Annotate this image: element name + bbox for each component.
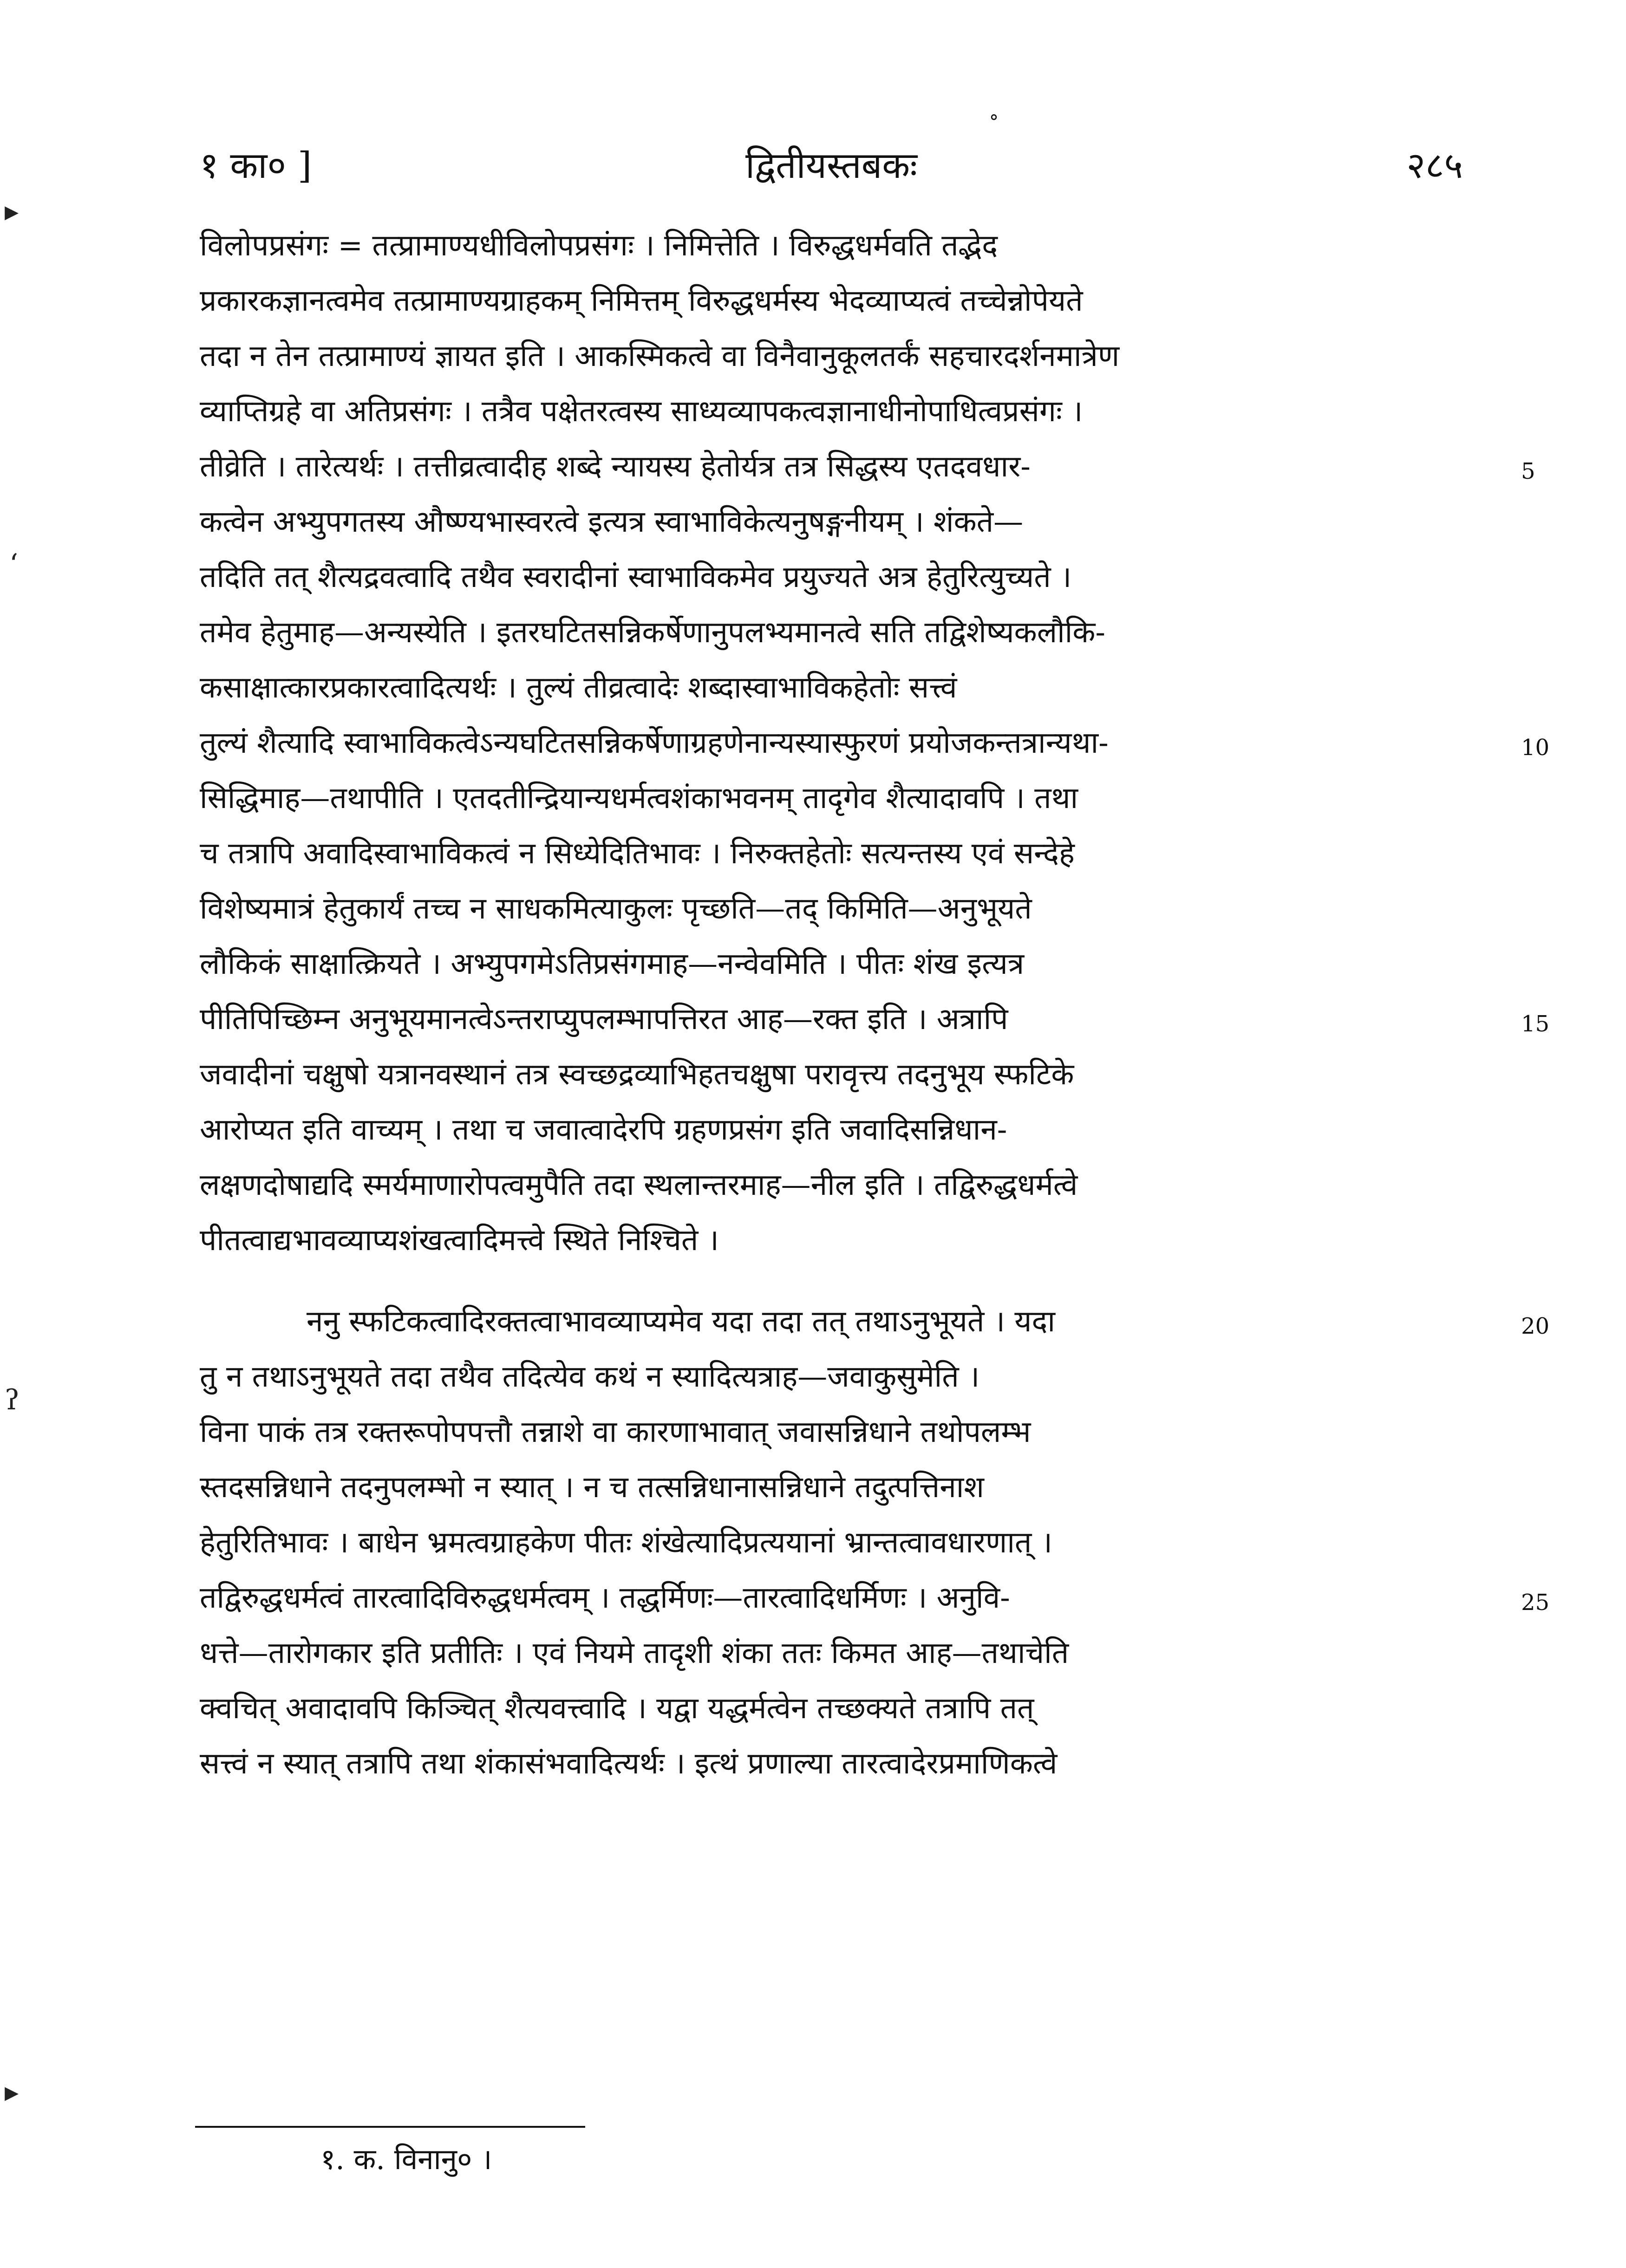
line-number: 25 [1521, 1590, 1550, 1616]
line-text: आरोप्यत इति वाच्यम् । तथा च जवात्वादेरपि ग्रहणप्रसंग इति जवादिसन्निधान- [200, 1113, 1007, 1147]
line-text: विशेष्यमात्रं हेतुकार्यं तच्च न साधकमित्याकुलः पृच्छति—तद् किमिति—अनुभूयते [200, 892, 1032, 926]
margin-mark: ʔ [5, 1384, 20, 1416]
text-line [200, 1460, 1500, 1515]
text-line [200, 550, 1500, 605]
text-line [200, 1571, 1550, 1626]
line-number: 15 [1521, 1011, 1550, 1037]
line-text: क्वचित् अवादावपि किञ्चित् शैत्यवत्त्वादि । यद्वा यद्धर्मत्वेन तच्छक्यते तत्रापि तत् [200, 1691, 1034, 1726]
text-line [200, 1047, 1500, 1102]
text-line [200, 384, 1500, 439]
text-line [200, 937, 1500, 992]
line-text: जवादीनां चक्षुषो यत्रानवस्थानं तत्र स्वच्छद्रव्याभिहतचक्षुषा परावृत्त्य तदनुभूय स्फटिके [200, 1057, 1074, 1092]
text-line [200, 495, 1500, 550]
line-text: व्याप्तिग्रहे वा अतिप्रसंगः । तत्रैव पक्षेतरत्वस्य साध्यव्यापकत्वज्ञानाधीनोपाधित्वप्रसंगः । [200, 394, 1083, 429]
page-number: २८५ [1406, 145, 1463, 187]
margin-mark: ▸ [5, 195, 19, 228]
text-line [200, 1681, 1500, 1736]
text-line [200, 1102, 1500, 1158]
line-number: 10 [1521, 735, 1550, 761]
margin-mark: ʻ [9, 548, 19, 580]
text-line [200, 439, 1535, 495]
line-text: हेतुरितिभावः । बाधेन भ्रमत्वग्राहकेण पीतः शंखेत्यादिप्रत्ययानां भ्रान्तत्वावधारणात् । [200, 1525, 1052, 1560]
margin-mark: ▸ [5, 2076, 19, 2108]
line-text: तद्विरुद्धधर्मत्वं तारत्वादिविरुद्धधर्मत्वम् । तद्धर्मिणः—तारत्वादिधर्मिणः । अनुवि- [200, 1581, 1010, 1615]
text-line [200, 660, 1500, 716]
text-line [200, 716, 1550, 771]
line-text: च तत्रापि अवादिस्वाभाविकत्वं न सिध्येदितिभावः । निरुक्तहेतोः सत्यन्तस्य एवं सन्देहे [200, 836, 1075, 871]
header-title: द्वितीयस्तबकः [745, 145, 917, 187]
page-header [200, 139, 1463, 204]
text-line [200, 274, 1500, 329]
footnote: १. क. विनानु० । [320, 2142, 492, 2176]
text-line [200, 826, 1500, 881]
text-line [200, 1626, 1500, 1681]
text-line [200, 1515, 1500, 1571]
text-line [200, 218, 1500, 274]
text-line [200, 1213, 1500, 1268]
text-line [200, 329, 1500, 384]
line-text: सिद्धिमाह—तथापीति । एतदतीन्द्रियान्यधर्मत्वशंकाभवनम् तादृगेव शैत्यादावपि । तथा [200, 781, 1078, 815]
text-line [200, 1736, 1500, 1792]
line-text: तदिति तत् शैत्यद्रवत्वादि तथैव स्वरादीनां स्वाभाविकमेव प्रयुज्यते अत्र हेतुरित्युच्यते । [200, 560, 1072, 594]
line-text: तु न तथाऽनुभूयते तदा तथैव तदित्येव कथं न स्यादित्यत्राह—जवाकुसुमेति । [200, 1360, 980, 1394]
text-line [200, 1294, 1550, 1349]
line-number: 20 [1521, 1313, 1550, 1339]
text-line [200, 771, 1500, 826]
footnote-rule [195, 2126, 585, 2128]
line-text: लौकिकं साक्षात्क्रियते । अभ्युपगमेऽतिप्रसंगमाह—नन्वेवमिति । पीतः शंख इत्यत्र [200, 947, 1025, 981]
line-text: तीव्रेति । तारेत्यर्थः । तत्तीव्रत्वादीह शब्दे न्यायस्य हेतोर्यत्र तत्र सिद्धस्य एतदवधार- [200, 450, 1031, 484]
body-text [200, 218, 1550, 1792]
line-text: स्तदसन्निधाने तदनुपलम्भो न स्यात् । न च तत्सन्निधानासन्निधाने तदुत्पत्तिनाश [200, 1470, 984, 1505]
text-line [200, 1349, 1500, 1405]
line-text: प्रकारकज्ञानत्वमेव तत्प्रामाण्यग्राहकम् निमित्तम् विरुद्धधर्मस्य भेदव्याप्यत्वं तच्चेन्नोपेयते [200, 284, 1083, 318]
line-text: कसाक्षात्कारप्रकारत्वादित्यर्थः । तुल्यं तीव्रत्वादेः शब्दास्वाभाविकहेतोः सत्त्वं [200, 671, 957, 705]
line-text: तदा न तेन तत्प्रामाण्यं ज्ञायत इति । आकस्मिकत्वे वा विनैवानुकूलतर्कं सहचारदर्शनमात्रेण [200, 339, 1120, 373]
text-line [200, 1158, 1500, 1213]
page-dot: ° [989, 111, 999, 133]
text-line [200, 992, 1550, 1047]
line-text: तमेव हेतुमाह—अन्यस्येति । इतरघटितसन्निकर्षेणानुपलभ्यमानत्वे सति तद्विशेष्यकलौकि- [200, 615, 1106, 650]
line-text: तुल्यं शैत्यादि स्वाभाविकत्वेऽन्यघटितसन्निकर्षेणाग्रहणेनान्यस्यास्फुरणं प्रयोजकन्तत्रान्यथा- [200, 726, 1109, 760]
line-text: विना पाकं तत्र रक्तरूपोपपत्तौ तन्नाशे वा कारणाभावात् जवासन्निधाने तथोपलम्भ [200, 1415, 1031, 1449]
text-line [200, 605, 1500, 660]
text-line [200, 1405, 1500, 1460]
line-text: ननु स्फटिकत्वादिरक्तत्वाभावव्याप्यमेव यदा तदा तत् तथाऽनुभूयते । यदा [307, 1304, 1055, 1339]
line-text: लक्षणदोषाद्यदि स्मर्यमाणारोपत्वमुपैति तदा स्थलान्तरमाह—नील इति । तद्विरुद्धधर्मत्वे [200, 1168, 1078, 1202]
line-text: सत्त्वं न स्यात् तत्रापि तथा शंकासंभवादित्यर्थः । इत्थं प्रणाल्या तारत्वादेरप्रमाणिकत्वे [200, 1747, 1058, 1781]
line-text: पीतत्वाद्यभावव्याप्यशंखत्वादिमत्त्वे स्थिते निश्चिते । [200, 1223, 719, 1258]
line-text: धत्ते—तारोगकार इति प्रतीतिः । एवं नियमे तादृशी शंका ततः किमत आह—तथाचेति [200, 1636, 1069, 1670]
text-line [200, 881, 1500, 937]
header-section-label: १ का० ] [200, 145, 312, 187]
line-text: विलोपप्रसंगः = तत्प्रामाण्यधीविलोपप्रसंगः । निमित्तेति । विरुद्धधर्मवति तद्भेद [200, 228, 998, 263]
line-text: पीतिपिच्छिम्न अनुभूयमानत्वेऽन्तराप्युपलम्भापत्तिरत आह—रक्त इति । अत्रापि [200, 1002, 1008, 1036]
line-text: कत्वेन अभ्युपगतस्य औष्ण्यभास्वरत्वे इत्यत्र स्वाभाविकेत्यनुषङ्गनीयम् । शंकते— [200, 505, 1024, 539]
line-number: 5 [1521, 458, 1535, 484]
